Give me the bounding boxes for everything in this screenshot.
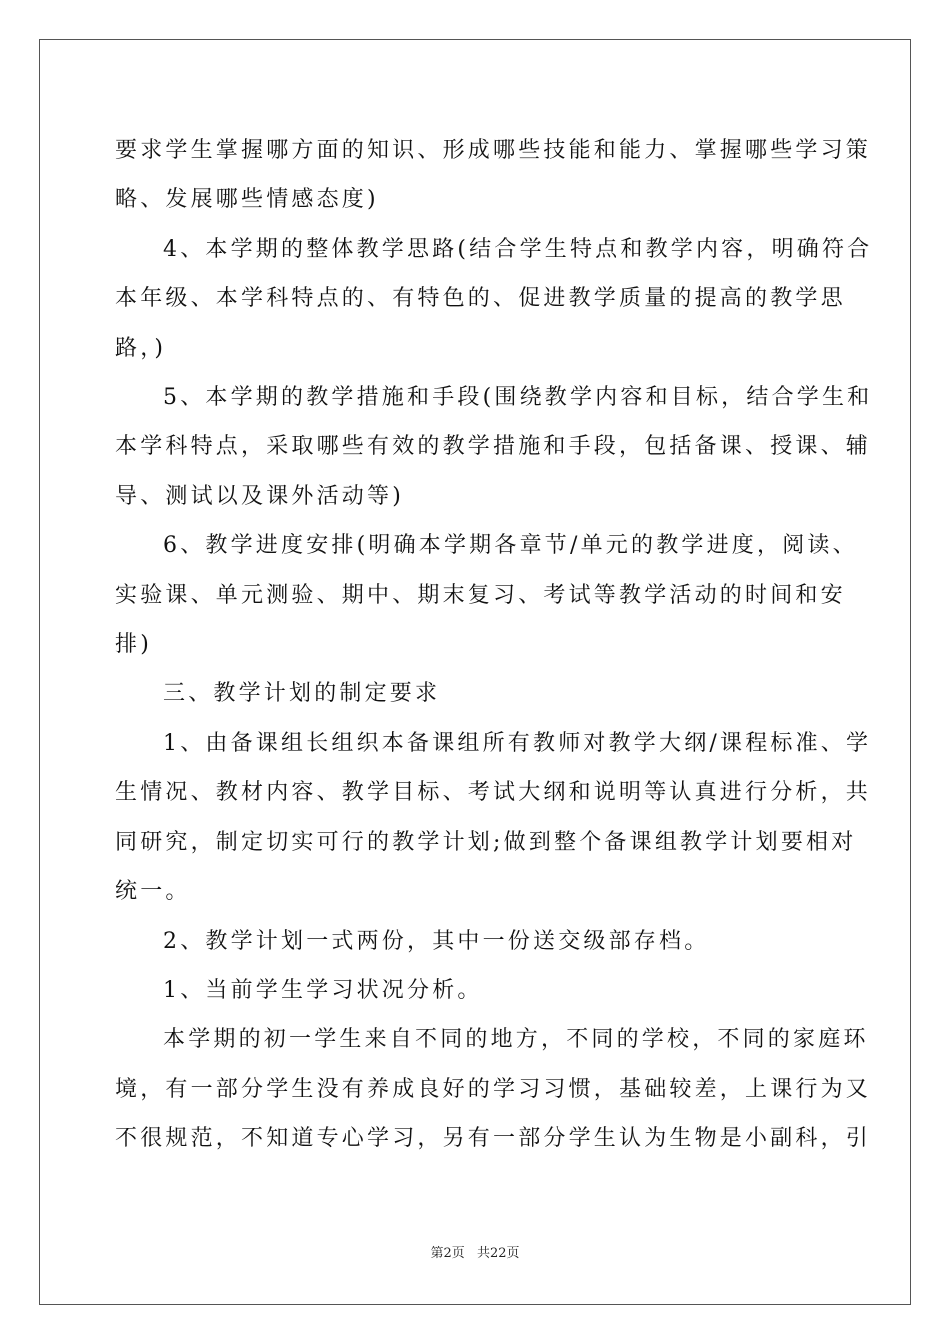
text-line: 2、教学计划一式两份，其中一份送交级部存档。 xyxy=(163,928,710,954)
page-footer xyxy=(0,1242,950,1261)
paragraph xyxy=(115,225,873,373)
text-line: 排) xyxy=(115,632,152,658)
text-line: 同研究，制定切实可行的教学计划;做到整个备课组教学计划要相对 xyxy=(115,829,857,855)
text-line: 境，有一部分学生没有养成良好的学习习惯，基础较差，上课行为又 xyxy=(115,1076,872,1102)
text-line: 1、当前学生学习状况分析。 xyxy=(163,977,483,1003)
paragraph xyxy=(115,917,835,966)
document-body xyxy=(115,126,873,1164)
text-line: 1、由备课组长组织本备课组所有教师对教学大纲/课程标准、学 xyxy=(163,730,872,756)
text-line: 三、教学计划的制定要求 xyxy=(163,681,441,707)
text-line: 略、发展哪些情感态度) xyxy=(115,187,379,213)
text-line: 统一。 xyxy=(115,879,191,905)
paragraph xyxy=(115,719,872,917)
page-number: 第2页 xyxy=(430,1246,465,1261)
paragraph xyxy=(115,966,835,1015)
page-total: 共22页 xyxy=(476,1246,520,1261)
text-line: 不很规范，不知道专心学习，另有一部分学生认为生物是小副科，引 xyxy=(115,1126,872,1152)
text-line: 要求学生掌握哪方面的知识、形成哪些技能和能力、掌握哪些学习策 xyxy=(115,138,872,163)
text-line: 本学科特点，采取哪些有效的教学措施和手段，包括备课、授课、辅 xyxy=(115,434,872,460)
text-line: 6、教学进度安排(明确本学期各章节/单元的教学进度，阅读、 xyxy=(163,533,858,559)
text-line: 路，) xyxy=(115,335,167,361)
text-line: 实验课、单元测验、期中、期末复习、考试等教学活动的时间和安 xyxy=(115,582,846,608)
text-line: 本学期的初一学生来自不同的地方，不同的学校，不同的家庭环 xyxy=(163,1027,869,1053)
text-line: 导、测试以及课外活动等) xyxy=(115,483,404,509)
text-line: 4、本学期的整体教学思路(结合学生特点和教学内容，明确符合 xyxy=(163,236,873,262)
paragraph xyxy=(115,126,872,225)
paragraph xyxy=(115,669,835,718)
paragraph xyxy=(115,373,873,521)
text-line: 生情况、教材内容、教学目标、考试大纲和说明等认真进行分析，共 xyxy=(115,780,872,806)
paragraph xyxy=(115,1015,872,1163)
text-line: 本年级、本学科特点的、有特色的、促进教学质量的提高的教学思 xyxy=(115,286,846,312)
text-line: 5、本学期的教学措施和手段(围绕教学内容和目标，结合学生和 xyxy=(163,385,873,411)
paragraph xyxy=(115,521,858,669)
